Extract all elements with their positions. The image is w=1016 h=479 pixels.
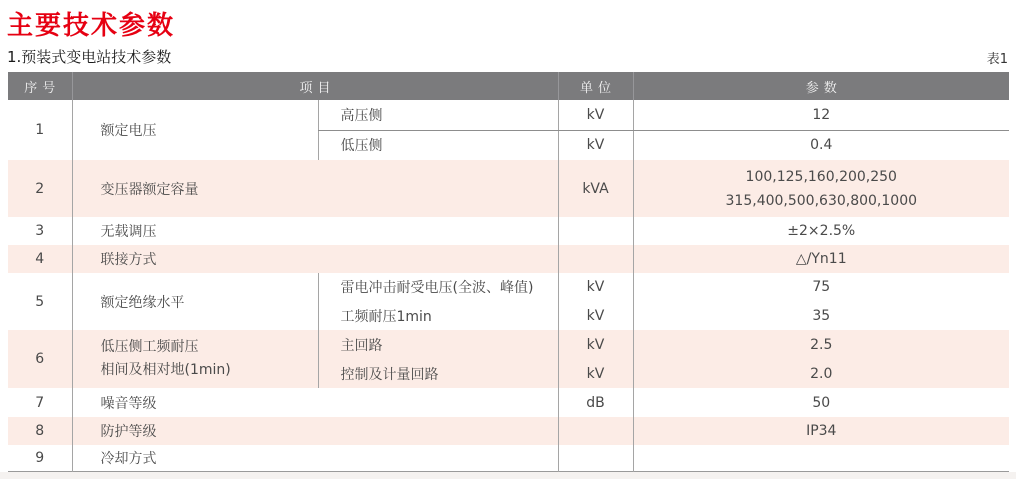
subheader — [7, 46, 1009, 67]
table-row — [8, 217, 1009, 245]
cell-param — [633, 445, 1009, 471]
section-subtitle: 1.预装式变电站技术参数 — [7, 48, 172, 66]
spec-table — [8, 72, 1009, 472]
cell-unit: kV — [558, 100, 633, 130]
cell-param — [633, 160, 1009, 217]
cell-sub-item: 控制及计量回路 — [318, 359, 558, 388]
table-row — [8, 273, 1009, 301]
cell-item — [72, 330, 318, 388]
cell-seq: 6 — [8, 330, 72, 388]
param-line-1: 100,125,160,200,250 — [745, 168, 897, 185]
table-row — [8, 245, 1009, 273]
col-header-seq: 序号 — [8, 72, 72, 100]
cell-unit: kV — [558, 130, 633, 160]
cell-unit — [558, 417, 633, 445]
cell-seq: 4 — [8, 245, 72, 273]
cell-param: ±2×2.5% — [787, 223, 856, 239]
col-header-param: 参数 — [633, 72, 1009, 100]
cell-param: △/Yn11 — [633, 245, 1009, 273]
cell-unit — [558, 245, 633, 273]
page-bottom-strip — [0, 472, 1016, 479]
cell-item: 冷却方式 — [100, 450, 157, 467]
cell-sub-item: 雷电冲击耐受电压(全波、峰值) — [318, 273, 558, 301]
cell-unit: dB — [558, 388, 633, 417]
table-row — [8, 388, 1009, 417]
page-title: 主要技术参数 — [7, 11, 176, 41]
col-header-item: 项目 — [72, 72, 558, 100]
cell-item: 无载调压 — [100, 224, 157, 240]
cell-item: 防护等级 — [72, 417, 558, 445]
cell-item: 噪音等级 — [100, 395, 157, 412]
item-line-1: 低压侧工频耐压 — [100, 339, 199, 355]
cell-param: 12 — [633, 100, 1009, 130]
table-row — [8, 417, 1009, 445]
table-number-label: 表1 — [986, 52, 1008, 67]
table-row — [8, 330, 1009, 359]
header-row — [8, 72, 1009, 100]
cell-param: 35 — [812, 307, 831, 324]
cell-item: 额定绝缘水平 — [100, 294, 185, 311]
cell-sub-item: 高压侧 — [318, 100, 558, 130]
cell-seq: 8 — [8, 417, 72, 445]
cell-unit: kV — [558, 273, 633, 301]
param-line-2: 315,400,500,630,800,1000 — [725, 192, 918, 209]
cell-seq: 2 — [8, 160, 72, 217]
cell-param: IP34 — [633, 417, 1009, 445]
cell-item: 联接方式 — [72, 245, 558, 273]
cell-unit: kV — [558, 301, 633, 330]
cell-seq: 1 — [8, 100, 72, 160]
cell-unit: kV — [558, 330, 633, 359]
cell-param: 2.0 — [633, 359, 1009, 388]
cell-param: 50 — [812, 394, 831, 411]
cell-sub-item: 低压侧 — [318, 130, 558, 160]
cell-unit: kV — [558, 359, 633, 388]
cell-sub-item: 工频耐压1min — [318, 301, 558, 330]
cell-unit — [558, 217, 633, 245]
table-header — [8, 72, 1009, 100]
table-row — [8, 100, 1009, 130]
cell-item: 变压器额定容量 — [72, 160, 558, 217]
cell-seq: 9 — [8, 445, 72, 471]
cell-param: 2.5 — [633, 330, 1009, 359]
table-row — [8, 160, 1009, 217]
table-row — [8, 445, 1009, 471]
col-header-unit: 单位 — [558, 72, 633, 100]
cell-param: 0.4 — [810, 137, 833, 154]
cell-item: 额定电压 — [100, 123, 157, 139]
cell-unit — [558, 445, 633, 471]
cell-seq: 3 — [8, 217, 72, 245]
cell-seq: 5 — [8, 273, 72, 330]
item-line-2: 相间及相对地(1min) — [100, 362, 231, 378]
cell-param: 75 — [812, 279, 831, 295]
cell-sub-item: 主回路 — [318, 330, 558, 359]
cell-unit: kVA — [558, 160, 633, 217]
cell-seq: 7 — [8, 388, 72, 417]
